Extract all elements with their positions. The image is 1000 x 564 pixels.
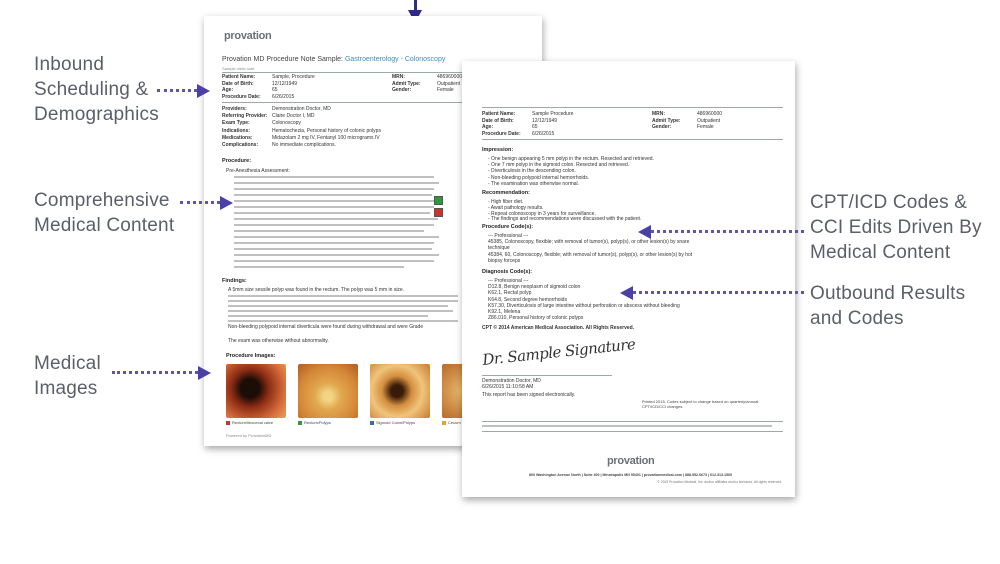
field-value: Midazolam 2 mg IV, Fentanyl 100 micrograms IV [272, 135, 380, 141]
demo-value: 65 [272, 87, 278, 93]
text-line: 45385, Colonoscopy, flexible; with removal of tumor(s), polyp(s), or other lesion(s) by snare [488, 239, 690, 246]
text-line-placeholder [228, 300, 458, 302]
field-label: Providers: [222, 106, 247, 112]
caption-marker [370, 421, 374, 425]
note-title-link[interactable]: Gastroenterology - Colonoscopy [344, 56, 446, 63]
callout-cpt-icd-codes: CPT/ICD Codes & CCI Edits Driven By Medical Content [810, 192, 982, 263]
demo-value: Sample Procedure [532, 111, 574, 117]
text-line-placeholder [228, 310, 453, 312]
findings-line: Non-bleeding polypoid internal diverticula were found during withdrawal and were Grade [228, 324, 424, 330]
text-line-placeholder [234, 194, 432, 196]
text-line: 45384, 60, Colonoscopy, flexible; with removal of tumor(s), polyp(s), or other lesion(s) by hot [488, 251, 693, 258]
field-label: Medications: [222, 135, 253, 141]
demo-label: Gender: [392, 87, 412, 93]
text-line: biopsy forceps [488, 257, 521, 264]
code-marker-green [434, 196, 443, 205]
text-line-placeholder [234, 236, 439, 238]
text-line: - Diverticulosis in the descending colon. [488, 168, 576, 175]
arrow-right-icon [220, 196, 233, 210]
sample-note: Sample clinic note [222, 66, 255, 71]
callout-comprehensive-content: Comprehensive Medical Content [34, 190, 175, 236]
text-line-placeholder [234, 248, 432, 250]
text-line: --- Professional --- [488, 233, 529, 239]
caption-marker [226, 421, 230, 425]
provation-logo-text: provation [224, 30, 272, 42]
procedure-section-title: Procedure: [222, 158, 252, 164]
text-line-placeholder [234, 182, 439, 184]
field-value: No immediate complications. [272, 142, 336, 148]
image-caption: Rectum/Ileocecal valve [232, 420, 274, 425]
demo-value: 65 [532, 124, 538, 130]
demo-value: 486960000 [697, 111, 723, 117]
page-footer: Powered by ProvationMD [226, 433, 272, 438]
text-line-placeholder [234, 266, 404, 268]
demo-label: Procedure Date: [222, 93, 261, 100]
text-line: - One benign appearing 5 mm polyp in the rectum. Resected and retrieved. [488, 156, 654, 162]
dotted-connector [633, 291, 804, 294]
impression-title: Impression: [482, 147, 514, 153]
text-line-placeholder [234, 200, 439, 202]
demo-value: Outpatient [697, 117, 721, 124]
signature-image: Dr. Sample Signature [481, 335, 637, 369]
signed-note: This report has been signed electronically. [482, 392, 576, 398]
text-line: - The findings and recommendations were discussed with the patient. [488, 216, 642, 223]
text-line-placeholder [234, 176, 434, 178]
demo-value: 12/12/1949 [532, 117, 558, 124]
field-value: Demonstration Doctor, MD [272, 106, 331, 112]
field-label: Referring Provider: [222, 113, 268, 119]
provation-logo: provation [607, 455, 655, 467]
dotted-connector [180, 201, 220, 204]
fine-print: © 2015 Provation Medical, Inc. and/or affiliates and/or licensors. All rights reserved. [657, 480, 782, 484]
image-caption: Cecum [448, 420, 461, 425]
caption-marker [442, 421, 446, 425]
callout-inbound-scheduling: Inbound Scheduling & Demographics [34, 54, 159, 125]
text-line: --- Professional --- [488, 278, 529, 284]
demo-value: 486960000 [437, 74, 463, 80]
signed-date: 6/26/2015 11:10:58 AM [482, 384, 534, 390]
dotted-connector [157, 89, 197, 92]
field-value: Colonoscopy [272, 120, 301, 126]
demo-label: Patient Name: [222, 74, 256, 80]
demo-label: Procedure Date: [482, 130, 521, 137]
text-line: Z86.010, Personal history of colonic polyps [488, 315, 584, 322]
text-line: K64.8, Second degree hemorrhoids [488, 296, 567, 303]
procedure-codes-title: Procedure Code(s): [482, 224, 534, 230]
text-line-placeholder [234, 230, 424, 232]
demo-value: Female [437, 87, 454, 93]
arrow-right-icon [198, 366, 211, 380]
demo-value: 6/26/2015 [272, 93, 295, 100]
demo-label: Patient Name: [482, 111, 516, 117]
top-arrow-stem [414, 0, 417, 10]
field-label: Exam Type: [222, 120, 250, 126]
demo-label: MRN: [652, 111, 666, 117]
image-caption: Rectum/Polyps [304, 420, 331, 425]
endoscopy-image-1[interactable] [226, 364, 286, 418]
caption-marker [298, 421, 302, 425]
text-line-placeholder [234, 224, 434, 226]
text-line-placeholder [234, 218, 438, 220]
text-line: technique [488, 245, 510, 252]
arrow-left-icon [620, 286, 633, 300]
text-line: - The examination was otherwise normal. [488, 180, 580, 187]
demo-value: Female [697, 124, 714, 130]
text-line-placeholder [234, 188, 434, 190]
field-value: Hematochezia, Personal history of colonic polyps [272, 128, 381, 134]
endoscopy-image-3[interactable] [370, 364, 430, 418]
text-line: - Await pathology results. [488, 204, 544, 211]
text-line: K92.1, Melena [488, 309, 521, 315]
text-line: - One 7 mm polyp in the sigmoid colon. Resected and retrieved. [488, 162, 630, 169]
text-line: K62.1, Rectal polyp [488, 290, 532, 297]
diagnosis-codes-title: Diagnosis Code(s): [482, 269, 533, 275]
findings-line: The exam was otherwise without abnormality. [228, 338, 329, 344]
findings-section-title: Findings: [222, 278, 247, 284]
text-line-placeholder [234, 254, 439, 256]
dotted-connector [651, 230, 804, 233]
findings-line: A 5mm size sessile polyp was found in the rectum. The polyp was 5 mm in size. [228, 287, 405, 293]
cpt-copyright-line: CPT © 2014 American Medical Association. All Rights Reserved. [482, 325, 635, 331]
recommendation-title: Recommendation: [482, 190, 530, 196]
text-line: - High fiber diet. [488, 199, 524, 205]
demo-label: Date of Birth: [482, 117, 514, 124]
text-line-placeholder [234, 260, 434, 262]
text-line-placeholder [234, 212, 430, 214]
text-line-placeholder [234, 206, 434, 208]
demo-value: 6/26/2015 [532, 130, 555, 137]
callout-medical-images: Medical Images [34, 353, 101, 399]
provation-logo [224, 30, 271, 42]
code-marker-red [434, 208, 443, 217]
endoscopy-image-2[interactable] [298, 364, 358, 418]
company-address: 800 Washington Avenue North | Suite 400 | Minneapolis MN 55401 | provationmedical.com | 888.952.6673 | 612.313.1500 [529, 473, 732, 477]
demo-label: Age: [482, 124, 494, 130]
text-line: K57.30, Diverticulosis of large intestine without perforation or abscess without bleeding [488, 302, 680, 309]
procedure-images-title: Procedure Images: [226, 353, 276, 359]
callout-outbound-results: Outbound Results and Codes [810, 283, 966, 329]
demo-value: Sample, Procedure [272, 74, 315, 80]
field-value: Claire Doctor I, MD [272, 113, 315, 119]
note-title: Provation MD Procedure Note Sample: Gastroenterology - Colonoscopy [222, 56, 446, 63]
text-line-placeholder [228, 320, 458, 322]
text-line-placeholder [234, 242, 434, 244]
demo-label: Admit Type: [652, 117, 681, 124]
pre-anesthesia-heading: Pre-Anesthesia Assessment: [226, 168, 290, 174]
field-label: Complications: [222, 142, 259, 148]
demo-value: 12/12/1949 [272, 80, 298, 87]
arrow-left-icon [638, 225, 651, 239]
arrow-right-icon [197, 84, 210, 98]
text-line-placeholder [228, 295, 458, 297]
text-line: D12.8, Benign neoplasm of sigmoid colon [488, 284, 581, 291]
text-line-placeholder [228, 305, 448, 307]
demo-label: Age: [222, 87, 234, 93]
demo-label: Admit Type: [392, 80, 421, 87]
printed-note: Printed 2015. Codes subject to change based on quarterly/annual CPT/ICD/CCI changes. [642, 399, 759, 410]
signer-name: Demonstration Doctor, MD [482, 378, 541, 384]
demo-label: Date of Birth: [222, 80, 254, 87]
text-line-placeholder [228, 315, 428, 317]
demo-value: Outpatient [437, 80, 461, 87]
field-label: Indications: [222, 128, 251, 134]
demo-label: MRN: [392, 74, 406, 80]
demo-label: Gender: [652, 124, 672, 130]
image-caption: Sigmoid Colon/Polyps [376, 420, 416, 425]
dotted-connector [112, 371, 198, 374]
text-line: - Non-bleeding polypoid internal hemorrhoids. [488, 174, 590, 181]
results-codes-page [462, 61, 795, 497]
text-line: - Repeat colonoscopy in 3 years for surveillance. [488, 210, 596, 217]
